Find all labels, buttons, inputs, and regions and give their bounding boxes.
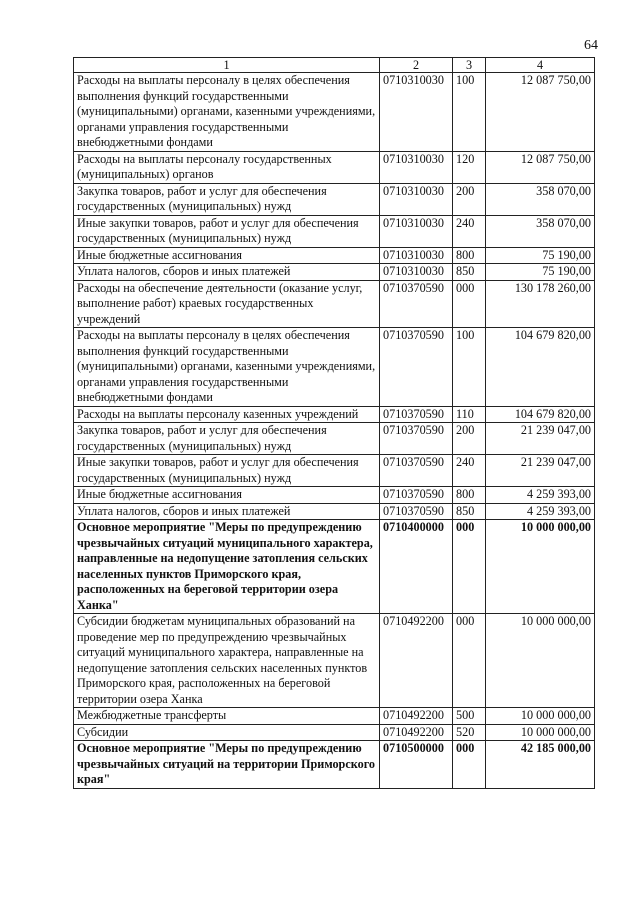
table-header-row (74, 58, 595, 73)
row-type-cell: 850 (453, 264, 486, 281)
row-type-cell: 100 (453, 73, 486, 152)
row-name-cell: Закупка товаров, работ и услуг для обеспечения государственных (муниципальных) нужд (74, 183, 380, 215)
row-amount-cell: 4 259 393,00 (486, 487, 595, 504)
row-amount-cell: 10 000 000,00 (486, 520, 595, 614)
row-type-cell: 200 (453, 183, 486, 215)
table-row (74, 741, 595, 789)
row-code-cell: 0710492200 (380, 614, 453, 708)
row-name-cell: Иные закупки товаров, работ и услуг для обеспечения государственных (муниципальных) нужд (74, 455, 380, 487)
table-row (74, 215, 595, 247)
row-type-cell: 000 (453, 280, 486, 328)
row-amount-cell: 10 000 000,00 (486, 724, 595, 741)
row-type-cell: 000 (453, 614, 486, 708)
row-name-cell: Расходы на обеспечение деятельности (оказание услуг, выполнение работ) краевых государственных учреждений (74, 280, 380, 328)
row-name-cell: Расходы на выплаты персоналу в целях обеспечения выполнения функций государственными (муниципальными) органами, казенными учреждениями, органами управления государственными внебюджетными фондами (74, 328, 380, 407)
row-code-cell: 0710310030 (380, 151, 453, 183)
row-type-cell: 110 (453, 406, 486, 423)
table-row (74, 183, 595, 215)
column-header: 4 (486, 58, 595, 73)
table-row (74, 151, 595, 183)
row-code-cell: 0710310030 (380, 183, 453, 215)
row-type-cell: 000 (453, 520, 486, 614)
table-row (74, 73, 595, 152)
row-code-cell: 0710370590 (380, 280, 453, 328)
row-code-cell: 0710492200 (380, 724, 453, 741)
row-amount-cell: 130 178 260,00 (486, 280, 595, 328)
row-amount-cell: 104 679 820,00 (486, 406, 595, 423)
row-type-cell: 120 (453, 151, 486, 183)
row-type-cell: 100 (453, 328, 486, 407)
row-type-cell: 240 (453, 455, 486, 487)
row-code-cell: 0710492200 (380, 708, 453, 725)
column-header: 3 (453, 58, 486, 73)
column-header: 2 (380, 58, 453, 73)
budget-table (73, 57, 595, 789)
row-amount-cell: 104 679 820,00 (486, 328, 595, 407)
row-name-cell: Иные закупки товаров, работ и услуг для обеспечения государственных (муниципальных) нужд (74, 215, 380, 247)
row-amount-cell: 75 190,00 (486, 247, 595, 264)
row-name-cell: Расходы на выплаты персоналу государственных (муниципальных) органов (74, 151, 380, 183)
table-row (74, 724, 595, 741)
row-type-cell: 800 (453, 247, 486, 264)
row-name-cell: Расходы на выплаты персоналу в целях обеспечения выполнения функций государственными (муниципальными) органами, казенными учреждениями, органами управления государственными внебюджетными фондами (74, 73, 380, 152)
table-row (74, 455, 595, 487)
row-amount-cell: 21 239 047,00 (486, 455, 595, 487)
row-type-cell: 850 (453, 503, 486, 520)
row-type-cell: 000 (453, 741, 486, 789)
row-code-cell: 0710370590 (380, 487, 453, 504)
row-code-cell: 0710310030 (380, 247, 453, 264)
table-row (74, 503, 595, 520)
row-amount-cell: 21 239 047,00 (486, 423, 595, 455)
table-body (74, 73, 595, 789)
row-amount-cell: 12 087 750,00 (486, 73, 595, 152)
table-row (74, 328, 595, 407)
row-name-cell: Субсидии (74, 724, 380, 741)
table-row (74, 247, 595, 264)
table-row (74, 614, 595, 708)
row-name-cell: Межбюджетные трансферты (74, 708, 380, 725)
row-name-cell: Уплата налогов, сборов и иных платежей (74, 503, 380, 520)
row-code-cell: 0710370590 (380, 328, 453, 407)
row-code-cell: 0710370590 (380, 455, 453, 487)
table-row (74, 423, 595, 455)
row-type-cell: 240 (453, 215, 486, 247)
row-amount-cell: 10 000 000,00 (486, 614, 595, 708)
table-row (74, 520, 595, 614)
table-row (74, 280, 595, 328)
row-code-cell: 0710310030 (380, 264, 453, 281)
row-name-cell: Основное мероприятие "Меры по предупреждению чрезвычайных ситуаций муниципального характера, направленные на недопущение затопления сельских населенных пунктов Приморского края, расположенных на береговой территории озера Ханка" (74, 520, 380, 614)
column-header: 1 (74, 58, 380, 73)
row-code-cell: 0710500000 (380, 741, 453, 789)
row-code-cell: 0710400000 (380, 520, 453, 614)
row-type-cell: 800 (453, 487, 486, 504)
row-code-cell: 0710370590 (380, 503, 453, 520)
table-row (74, 708, 595, 725)
row-name-cell: Субсидии бюджетам муниципальных образований на проведение мер по предупреждению чрезвычайных ситуаций муниципального характера, направленные на недопущение затопления сельских населенных пунктов Приморского края, расположенных на береговой территории озера Ханка (74, 614, 380, 708)
row-name-cell: Расходы на выплаты персоналу казенных учреждений (74, 406, 380, 423)
row-code-cell: 0710370590 (380, 423, 453, 455)
row-type-cell: 500 (453, 708, 486, 725)
page-number: 64 (584, 38, 598, 53)
row-amount-cell: 12 087 750,00 (486, 151, 595, 183)
table-row (74, 406, 595, 423)
row-code-cell: 0710370590 (380, 406, 453, 423)
row-amount-cell: 358 070,00 (486, 183, 595, 215)
row-amount-cell: 75 190,00 (486, 264, 595, 281)
table-row (74, 264, 595, 281)
table-row (74, 487, 595, 504)
row-name-cell: Иные бюджетные ассигнования (74, 247, 380, 264)
row-amount-cell: 10 000 000,00 (486, 708, 595, 725)
row-amount-cell: 4 259 393,00 (486, 503, 595, 520)
row-name-cell: Иные бюджетные ассигнования (74, 487, 380, 504)
row-code-cell: 0710310030 (380, 73, 453, 152)
row-amount-cell: 42 185 000,00 (486, 741, 595, 789)
row-code-cell: 0710310030 (380, 215, 453, 247)
row-name-cell: Закупка товаров, работ и услуг для обеспечения государственных (муниципальных) нужд (74, 423, 380, 455)
row-type-cell: 200 (453, 423, 486, 455)
row-name-cell: Основное мероприятие "Меры по предупреждению чрезвычайных ситуаций на территории Приморского края" (74, 741, 380, 789)
row-name-cell: Уплата налогов, сборов и иных платежей (74, 264, 380, 281)
row-amount-cell: 358 070,00 (486, 215, 595, 247)
row-type-cell: 520 (453, 724, 486, 741)
